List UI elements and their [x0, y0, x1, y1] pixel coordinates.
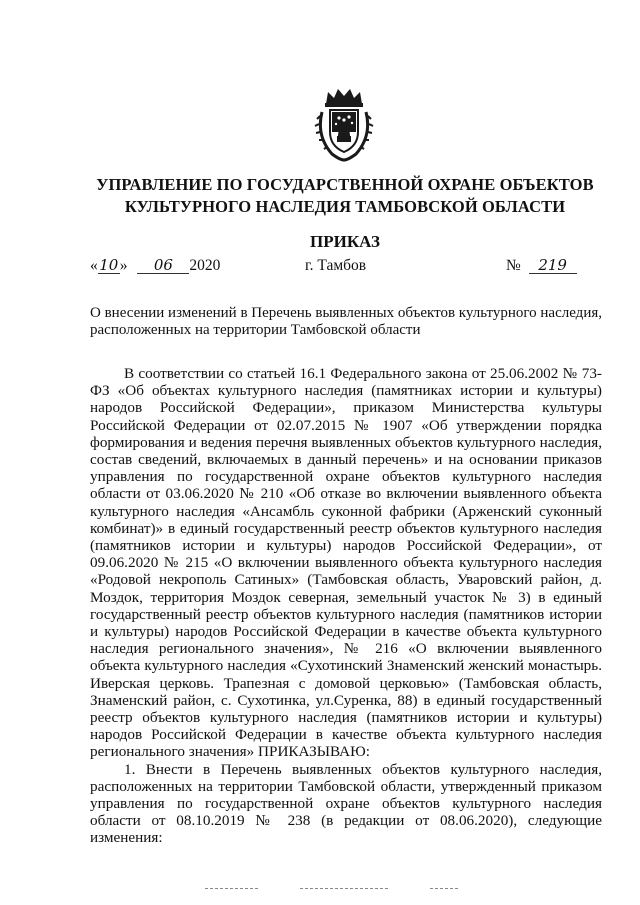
body-paragraph-item-1: 1. Внести в Перечень выявленных объектов культурного наследия, расположенных на территории Тамбовской области, утвержденный приказом управления по государственной охране объектов культурного наследия области от 08.10.2019 № 238 (в редакции от 08.06.2020), следующие изменения: — [90, 760, 602, 847]
footer-divider — [205, 888, 260, 889]
date-year: 2020 — [189, 257, 221, 274]
date-month: 06 — [137, 257, 189, 274]
date-day: 10 — [99, 256, 119, 274]
footer-divider — [300, 888, 390, 889]
body-paragraph-preamble: В соответствии со статьей 16.1 Федерального закона от 25.06.2002 № 73-ФЗ «Об объектах культурного наследия (памятниках истории и культуры) народов Российской Федерации», приказом Министерства культуры Российской Федерации от 02.07.2015 № 1907 «Об утверждении порядка формирования и ведения перечня выявленных объектов культурного наследия, состав сведений, включаемых в данный перечень» и на основании приказов управления по государственной охране объектов культурного наследия области от 03.06.2020 № 210 «Об отказе во включении выявленного объекта культурного наследия «Ансамбль суконной фабрики (Арженский суконный комбинат)» в единый государственный реестр объектов культурного наследия (памятников истории и культуры) народов Российской Федерации», от 09.06.2020 № 215 «О включении выявленного объекта культурного наследия «Родовой некрополь Сатиных» (Тамбовская область, Уваровский район, д. Моздок, территория Моздок северная, земельный участок № 3) в единый государственный реестр объектов культурного наследия (памятников истории и культуры) народов Российской Федерации в качестве объекта культурного наследия регионального значения», № 216 «О включении выявленного объекта культурного наследия «Сухотинский Знаменский женский монастырь. Иверская церковь. Трапезная с домовой церковью» (Тамбовская область, Знаменский район, с. Сухотинка, ул.Суренка, 88) в единый государственный реестр объектов культурного наследия (памятников истории и культуры) народов Российской Федерации в качестве объекта культурного наследия регионального значения» ПРИКАЗЫВАЮ: — [90, 365, 602, 761]
order-city: г. Тамбов — [305, 257, 367, 274]
date-open-quote: « — [90, 257, 98, 274]
agency-name-line1: УПРАВЛЕНИЕ ПО ГОСУДАРСТВЕННОЙ ОХРАНЕ ОБЪЕКТОВ — [96, 175, 594, 194]
agency-name — [90, 174, 600, 218]
agency-name-line2: КУЛЬТУРНОГО НАСЛЕДИЯ ТАМБОВСКОЙ ОБЛАСТИ — [124, 197, 566, 216]
order-subject: О внесении изменений в Перечень выявленных объектов культурного наследия, расположенных на территории Тамбовской области — [90, 305, 602, 338]
footer-divider — [430, 888, 460, 889]
order-number — [506, 257, 577, 275]
order-title: ПРИКАЗ — [310, 232, 380, 251]
order-date — [90, 257, 220, 275]
order-number-prefix: № — [506, 257, 521, 274]
tambov-coat-of-arms-icon — [314, 86, 374, 162]
order-dateline — [0, 257, 640, 283]
order-number-value: 219 — [529, 257, 577, 274]
order-body — [90, 365, 602, 847]
date-close-quote: » — [119, 257, 128, 274]
